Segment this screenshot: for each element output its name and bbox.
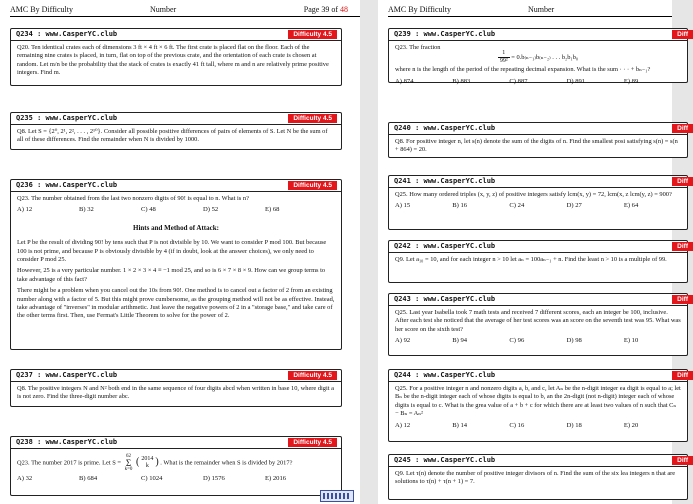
choice-e: E) 20 [623, 421, 639, 429]
choice-c: C) 96 [509, 337, 525, 345]
hint-paragraph: There might be a problem when you cancel out the 10s from 90!. One method is to cancel out a factor of 2 from an existing number along with a factor of 5. But this might prove cumbersome, as the grouping method will not be as effective. Instead, take advantage of "inverses" in modular arithmetic. Just leave the negative powers of 2 in a "storage base," and take care of the other terms first. Then, use Fermat's Little Theorem to solve for the power of 2. [17, 287, 335, 320]
problem-header [11, 370, 341, 382]
problem-text: Q25. For a positive integer n and nonzero digits a, b, and c, let Aₙ be the n-digit integer ea digit is equal to a; let Bₙ be the n-digit integer each of whose digits is equal to b, an the 2n-digit (not n-digit) integer each of whose digits is equal to c. What is the grea value of a + b + c for which there are at least two values of n such that Cₙ − Bₙ = Aₙ² [395, 385, 681, 418]
problem-text: Q23. The number obtained from the last two nonzero digits of 90! is equal to n. What is n? [17, 195, 249, 202]
problem-text: Q25. Last year Isabella took 7 math tests and received 7 different scores, each an integer be 100, inclusive. After each test she noticed that the average of her test scores was an score on the seventh test was 95. What was her score on the sixth test? [395, 309, 681, 333]
problem-header [11, 29, 341, 41]
problem-id-link[interactable]: Q234 : www.CasperYC.club [16, 30, 118, 38]
problem-id-link[interactable]: Q235 : www.CasperYC.club [16, 114, 118, 122]
page-total-link[interactable]: 48 [340, 5, 348, 14]
header-topic: Number [528, 5, 555, 14]
problem-box-q241 [388, 175, 688, 230]
hints-title: Hints and Method of Attack: [133, 223, 219, 232]
problem-header [389, 176, 687, 188]
header-rule [10, 16, 360, 17]
header-title: AMC By Difficulty [388, 5, 451, 14]
problem-box-q245 [388, 454, 688, 500]
problem-text: Q8. For positive integer n, let s(n) denote the sum of the digits of n. Find the smallest posi satisfying s(n) = s(n + 864) = 20. [395, 138, 678, 154]
problem-id-link[interactable]: Q241 : www.CasperYC.club [394, 177, 496, 185]
problem-box-q239 [388, 28, 688, 83]
problem-header [389, 370, 687, 382]
difficulty-badge: Diff [672, 124, 693, 133]
problem-id-link[interactable]: Q236 : www.CasperYC.club [16, 181, 118, 189]
choice-b: B) 94 [452, 337, 468, 345]
choice-c: C) 16 [509, 421, 525, 429]
choice-a: A) 15 [395, 202, 411, 210]
choice-d: D) 18 [566, 421, 582, 429]
problem-box-q234 [10, 28, 342, 86]
problem-text: Q20. Ten identical crates each of dimensions 3 ft × 4 ft × 6 ft. The first crate is placed flat on the floor. Each of the remaining nine crates is placed, in turn, flat on top of the previous crate, and the orientation of each crate is chosen at random. Let m/n be the probability that the stack of crates is exactly 41 ft tall, where m and n are relatively prime positive integers. Find m. [17, 44, 329, 77]
problem-box-q237 [10, 369, 342, 407]
difficulty-badge: Diff [672, 30, 693, 39]
choice-b: B) 883 [452, 77, 471, 85]
answer-choices [395, 78, 681, 86]
problem-text: Q9. Let τ(n) denote the number of positive integer divisors of n. Find the sum of the six lea integers n that are solutions to τ(n) + τ(n + 1) = 7. [395, 470, 676, 486]
problem-header [389, 455, 687, 467]
problem-box-q240 [388, 122, 688, 158]
choice-a: A) 32 [17, 475, 33, 482]
problem-box-q235 [10, 112, 342, 150]
choice-c: C) 887 [509, 77, 528, 85]
problem-header [389, 241, 687, 253]
problem-text: Q23. The number 2017 is prime. Let S = 62 Σ k=0 ( 2014 k ) . What is the remainder when S is divided by 2017? [17, 454, 293, 472]
choice-e: E) 89 [623, 77, 639, 85]
problem-box-q242 [388, 240, 688, 283]
choice-b: B) 16 [452, 202, 468, 210]
difficulty-badge: Diff [672, 371, 693, 380]
problem-id-link[interactable]: Q240 : www.CasperYC.club [394, 124, 496, 132]
hint-paragraph: Let P be the result of dividing 90! by tens such that P is not divisible by 10. We want to consider P mod 100. But because 100 is not prime, and because P is obviously divisible by 4 (if in doubt, look at the answer choices), we only need to consider P mod 25. [17, 239, 327, 264]
choice-a: A) 12 [17, 206, 33, 214]
header-rule [388, 16, 672, 17]
difficulty-badge: Difficulty 4.5 [288, 438, 337, 447]
difficulty-badge: Difficulty 4.5 [288, 181, 337, 190]
choice-b: B) 14 [452, 421, 468, 429]
problem-text: Q8. Let S = {2⁰, 2¹, 2², . . . , 2¹⁰}. Consider all possible positive differences of pairs of elements of S. Let N be the sum of all of these differences. Find the remainder when N is divided by 1000. [17, 128, 328, 144]
difficulty-badge: Diff [672, 456, 693, 465]
problem-header [389, 29, 687, 41]
answer-choices [17, 475, 335, 483]
choice-a: A) 12 [395, 421, 411, 429]
problem-id-link[interactable]: Q242 : www.CasperYC.club [394, 242, 496, 250]
choice-d: D) 891 [566, 77, 586, 85]
fraction-equation: $\frac{1}{\text{99²}}$ = 0.b₍ₙ₋₁₎b₍ₙ₋₂₎ . . . b₂b₁b₀ [499, 50, 579, 65]
choice-e: E) 64 [623, 202, 639, 210]
answer-choices [395, 337, 681, 345]
header-title: AMC By Difficulty [10, 5, 73, 14]
hint-paragraph: However, 25 is a very particular number. 1 × 2 × 3 × 4 ≡ −1 mod 25, and so is 6 × 7 × 8 × 9. How can we group terms to take advantage of this fact? [17, 267, 326, 283]
answer-choices [395, 202, 681, 210]
problem-header [11, 437, 341, 449]
difficulty-badge: Diff [672, 295, 693, 304]
problem-id-link[interactable]: Q239 : www.CasperYC.club [394, 30, 496, 38]
problem-header [389, 123, 687, 135]
choice-b: B) 684 [79, 475, 98, 482]
binomial: 2014 k [141, 456, 154, 469]
problem-text-intro: Q23. The fraction [395, 44, 441, 51]
problem-id-link[interactable]: Q244 : www.CasperYC.club [394, 371, 496, 379]
problem-text: Q8. The positive integers N and N² both end in the same sequence of four digits abcd when written in base 10, where digit a is not zero. Find the three-digit number abc. [17, 385, 334, 401]
problem-id-link[interactable]: Q238 : www.CasperYC.club [16, 438, 118, 446]
choice-d: D) 52 [203, 206, 219, 214]
watermark-seal [320, 490, 354, 502]
choice-d: D) 98 [566, 337, 582, 345]
difficulty-badge: Difficulty 4.5 [288, 114, 337, 123]
problem-text: Q9. Let a₁₀ = 10, and for each integer n > 10 let aₙ = 100aₙ₋₁ + n. Find the least n > 10 is a multiple of 99. [395, 256, 667, 263]
choice-c: C) 48 [141, 206, 156, 214]
choice-e: E) 10 [623, 337, 639, 345]
header-topic: Number [150, 5, 177, 14]
choice-e: E) 2016 [265, 475, 287, 482]
choice-a: A) 92 [395, 337, 411, 345]
difficulty-badge: Difficulty 4.5 [288, 30, 337, 39]
problem-box-q238 [10, 436, 342, 496]
problem-text: where n is the length of the period of the repeating decimal expansion. What is the sum · · · + bₙ₋₁? [395, 66, 651, 74]
choice-a: A) 874 [395, 77, 414, 85]
answer-choices [17, 206, 335, 214]
choice-d: D) 27 [566, 202, 582, 210]
problem-box-q236 [10, 179, 342, 350]
choice-c: C) 24 [509, 202, 525, 210]
problem-header [11, 113, 341, 125]
problem-id-link[interactable]: Q243 : www.CasperYC.club [394, 295, 496, 303]
problem-box-q243 [388, 293, 688, 356]
problem-header [389, 294, 687, 306]
problem-text: Q25. How many ordered triples (x, y, z) of positive integers satisfy lcm(x, y) = 72, lcm(x, z lcm(y, z) = 900? [395, 191, 672, 198]
choice-c: C) 1024 [141, 475, 163, 482]
choice-b: B) 32 [79, 206, 94, 214]
answer-choices [395, 422, 681, 430]
page-right [378, 0, 688, 504]
problem-id-link[interactable]: Q237 : www.CasperYC.club [16, 371, 118, 379]
choice-d: D) 1576 [203, 475, 225, 482]
problem-id-link[interactable]: Q245 : www.CasperYC.club [394, 456, 496, 464]
choice-e: E) 68 [265, 206, 280, 214]
problem-header [11, 180, 341, 192]
header-page-number: Page 39 of 48 [303, 5, 348, 14]
difficulty-badge: Difficulty 4.5 [288, 371, 337, 380]
difficulty-badge: Diff [672, 177, 693, 186]
difficulty-badge: Diff [672, 242, 693, 251]
problem-box-q244 [388, 369, 688, 442]
sum-symbol: 62 Σ k=0 [124, 454, 133, 472]
